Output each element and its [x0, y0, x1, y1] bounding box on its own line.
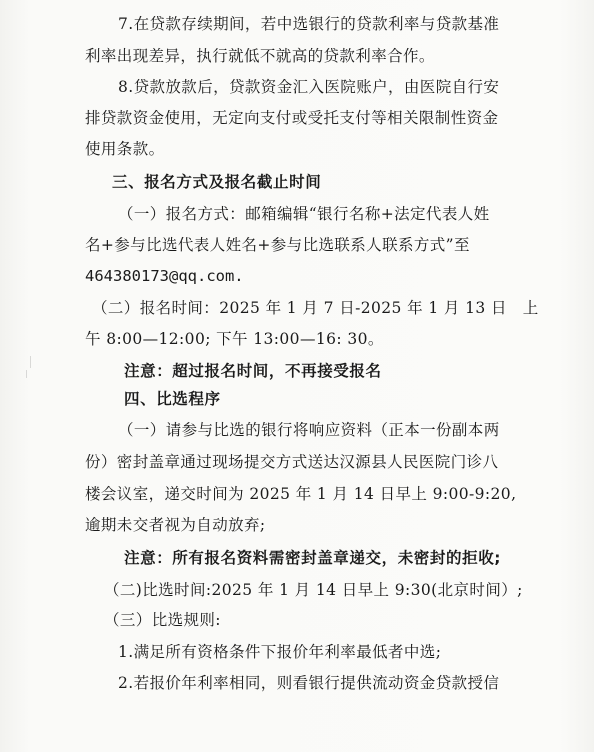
text-line-rule-1: 1.满足所有资格条件下报价年利率最低者中选;	[118, 643, 442, 661]
text-line-procedure-c: 楼会议室，递交时间为 2025 年 1 月 14 日早上 9:00-9:20,	[85, 485, 517, 503]
scan-artifact	[26, 370, 27, 378]
notice-registration-deadline: 注意：超过报名时间，不再接受报名	[124, 362, 382, 380]
text-line-procedure-d: 逾期未交者视为自动放弃;	[85, 516, 266, 534]
scan-artifact	[30, 356, 31, 368]
text-line-method-b: 名+参与比选代表人姓名+参与比选联系人联系方式”至	[85, 236, 470, 254]
notice-sealed-submission: 注意：所有报名资料需密封盖章递交，未密封的拒收;	[124, 549, 502, 567]
text-line-rule-2: 2.若报价年利率相同，则看银行提供流动资金贷款授信	[118, 674, 500, 692]
text-line-time-a: （二）报名时间：2025 年 1 月 7 日-2025 年 1 月 13 日 上	[92, 299, 539, 317]
text-line-method-a: （一）报名方式：邮箱编辑“银行名称+法定代表人姓	[118, 205, 490, 223]
text-line-procedure-b: 份）密封盖章通过现场提交方式送达汉源县人民医院门诊八	[85, 453, 499, 471]
text-line-item7-b: 利率出现差异，执行就低不就高的贷款利率合作。	[85, 47, 435, 65]
text-line-procedure-a: （一）请参与比选的银行将响应资料（正本一份副本两	[118, 421, 500, 439]
section-heading-registration: 三、报名方式及报名截止时间	[112, 173, 322, 191]
text-line-selection-time: （二)比选时间:2025 年 1 月 14 日早上 9:30(北京时间）;	[104, 581, 523, 599]
text-line-item8-c: 使用条款。	[85, 140, 165, 158]
text-line-selection-rules: （三）比选规则:	[104, 611, 221, 629]
text-line-time-b: 午 8:00—12:00; 下午 13:00—16: 30。	[85, 330, 384, 348]
section-heading-procedure: 四、比选程序	[124, 390, 221, 408]
text-line-item8-b: 排贷款资金使用，无定向支付或受托支付等相关限制性资金	[85, 109, 499, 127]
text-line-item8-a: 8.贷款放款后，贷款资金汇入医院账户，由医院自行安	[118, 78, 500, 96]
email-address: 464380173@qq.com.	[85, 267, 244, 285]
text-line-item7-a: 7.在贷款存续期间，若中选银行的贷款利率与贷款基准	[118, 15, 500, 33]
